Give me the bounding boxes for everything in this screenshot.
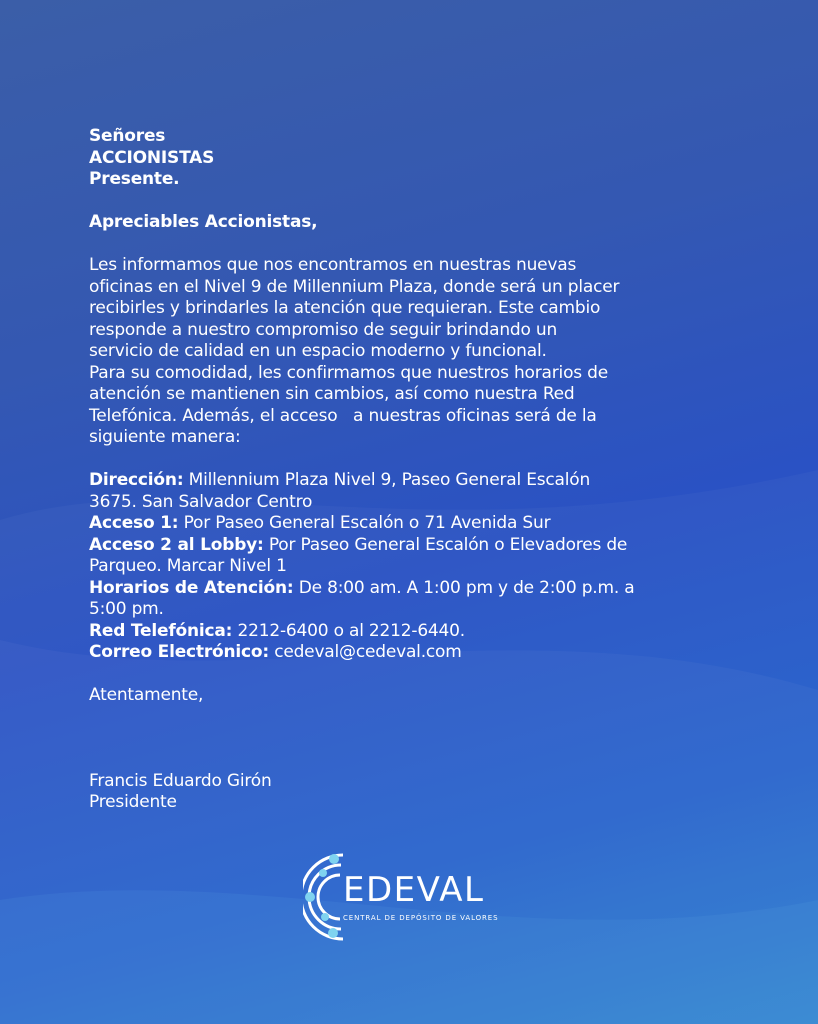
paragraph-line: servicio de calidad en un espacio moderno y funcional. <box>89 341 547 361</box>
detail-address-cont: 3675. San Salvador Centro <box>89 491 313 512</box>
closing: Atentamente, <box>89 685 204 705</box>
paragraph-line: Les informamos que nos encontramos en nuestras nuevas <box>89 255 577 275</box>
detail-label: Red Telefónica: <box>89 620 233 641</box>
detail-label: Correo Electrónico: <box>89 642 269 662</box>
paragraph-line: siguiente manera: <box>89 427 241 447</box>
salutation-line: Señores <box>89 126 166 146</box>
logo-wordmark: EDEVAL <box>343 870 485 910</box>
detail-value: Por Paseo General Escalón o 71 Avenida Sur <box>178 513 551 533</box>
paragraph-line: responde a nuestro compromiso de seguir brindando un <box>89 319 558 340</box>
detail-access-2-cont: Parqueo. Marcar Nivel 1 <box>89 556 287 576</box>
detail-label: Acceso 1: <box>89 513 179 533</box>
detail-email <box>89 642 779 664</box>
paragraph-line: recibirles y brindarles la atención que requieran. Este cambio <box>89 298 601 318</box>
detail-value: De 8:00 am. A 1:00 pm y de 2:00 p.m. a <box>293 577 635 598</box>
salutation-line: Presente. <box>89 169 180 189</box>
detail-address <box>89 470 779 492</box>
detail-label: Acceso 2 al Lobby: <box>89 534 264 555</box>
greeting: Apreciables Accionistas, <box>89 212 318 232</box>
signer-name: Francis Eduardo Girón <box>89 770 272 791</box>
detail-access-1 <box>89 513 779 535</box>
cedeval-logo <box>303 851 518 943</box>
salutation-line: ACCIONISTAS <box>89 147 215 168</box>
paragraph-line: Para su comodidad, les confirmamos que nuestros horarios de <box>89 362 608 383</box>
paragraph-line: oficinas en el Nivel 9 de Millennium Plaza, donde será un placer <box>89 276 620 297</box>
detail-hours <box>89 578 779 600</box>
detail-hours-cont: 5:00 pm. <box>89 599 164 619</box>
paragraph-line: atención se mantienen sin cambios, así como nuestra Red <box>89 384 575 404</box>
detail-value: Millennium Plaza Nivel 9, Paseo General Escalón <box>183 470 591 490</box>
detail-label: Horarios de Atención: <box>89 577 294 598</box>
detail-phone <box>89 621 779 643</box>
detail-value: Por Paseo General Escalón o Elevadores de <box>263 534 628 555</box>
detail-access-2 <box>89 535 779 557</box>
detail-value: cedeval@cedeval.com <box>268 642 462 662</box>
signer-title: Presidente <box>89 792 177 812</box>
detail-label: Dirección: <box>89 470 184 490</box>
detail-value: 2212-6400 o al 2212-6440. <box>232 620 465 641</box>
paragraph-line: Telefónica. Además, el acceso a nuestras oficinas será de la <box>89 405 597 426</box>
letter-body <box>89 126 779 814</box>
logo-tagline: CENTRAL DE DEPÓSITO DE VALORES <box>343 914 499 922</box>
